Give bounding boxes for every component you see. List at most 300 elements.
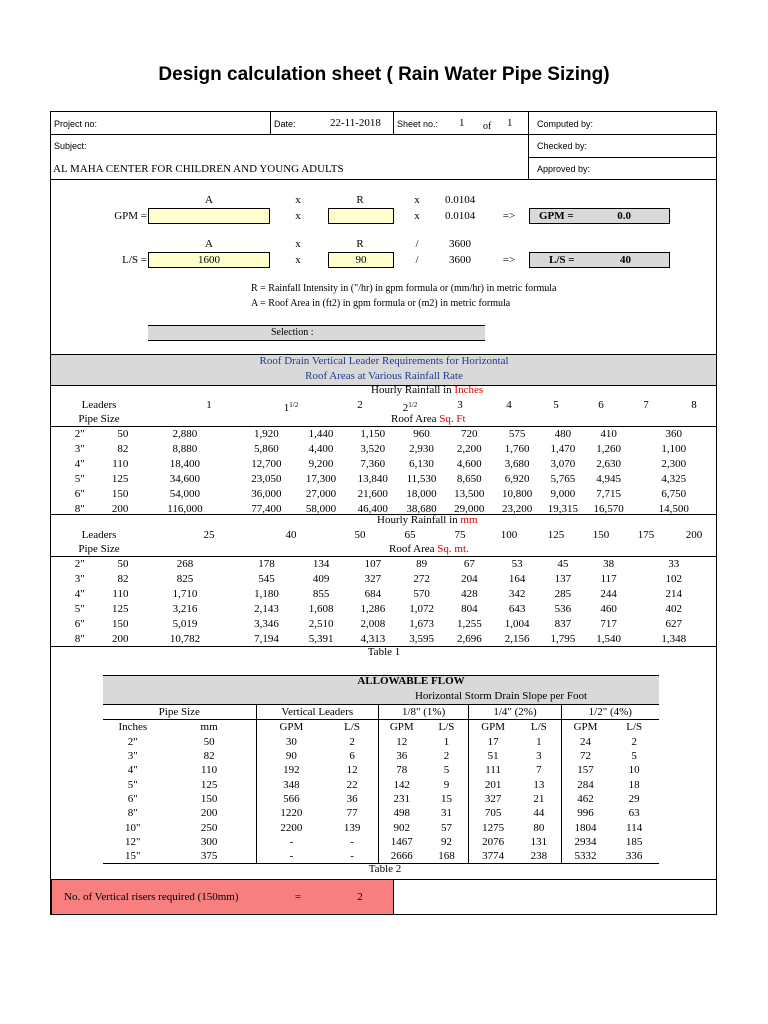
- roof-area-cell: 116,000: [167, 503, 203, 515]
- flow-row: [103, 792, 659, 806]
- roof-area-cell: 2,930: [409, 443, 434, 455]
- roof-area-cell: 2,156: [504, 633, 530, 645]
- roof-area-cell: 77,400: [251, 503, 282, 515]
- flow-cell: 3: [536, 750, 542, 763]
- flow-cell: 5: [443, 764, 450, 777]
- gpm-result-label: GPM =: [539, 210, 574, 222]
- ls-rainfall-input[interactable]: 90: [328, 252, 394, 268]
- roof-area-cell: 1,760: [504, 443, 530, 455]
- roof-area-cell: 4,325: [661, 473, 687, 485]
- gpm-const-2: 0.0104: [445, 210, 476, 222]
- flow-cell: 238: [530, 850, 548, 863]
- pipe-size-inch: 3": [74, 443, 85, 455]
- flow-cell: 13: [533, 778, 545, 791]
- flow-cell: 250: [200, 821, 218, 834]
- roof-area-cell: 214: [665, 588, 682, 600]
- subject-value[interactable]: AL MAHA CENTER FOR CHILDREN AND YOUNG ADULTS: [53, 163, 344, 175]
- roof-area-cell: 717: [600, 618, 617, 630]
- pipe-size-mm: 50: [117, 558, 129, 570]
- flow-cell: 111: [469, 763, 517, 777]
- roof-area-cell: 684: [364, 588, 382, 600]
- flow-cell: 12: [378, 735, 424, 749]
- pipe-size-mm: 150: [111, 488, 129, 500]
- flow-row: [103, 820, 659, 834]
- flow-cell: 5": [127, 778, 138, 791]
- flow-cell: 8": [127, 807, 138, 820]
- gpm-x2-op: x: [414, 210, 420, 222]
- flow-cell: 114: [626, 821, 643, 834]
- roof-area-cell: 134: [312, 558, 330, 570]
- flow-cell: 2934: [561, 835, 609, 849]
- selection-label: Selection :: [271, 327, 314, 338]
- pipe-size-inch: 8": [74, 503, 85, 515]
- roof-area-cell: 117: [600, 573, 617, 585]
- flow-cell: 90: [256, 749, 326, 763]
- roof-area-cell: 1,286: [360, 603, 386, 615]
- metric-rate-5: 75: [454, 529, 466, 541]
- column-header: mm: [200, 721, 218, 734]
- allowable-flow-table: [103, 705, 659, 863]
- roof-area-cell: 38: [603, 558, 615, 570]
- metric-rate-3: 50: [354, 529, 366, 541]
- roof-area-cell: 575: [508, 428, 526, 440]
- flow-cell: 168: [438, 850, 455, 863]
- gpm-area-input[interactable]: [148, 208, 270, 224]
- flow-cell: 3": [127, 750, 138, 763]
- flow-row: [103, 735, 659, 749]
- project-label: Project no:: [54, 119, 98, 129]
- flow-cell: 2: [349, 735, 355, 748]
- column-header: L/S: [626, 721, 643, 734]
- roof-area-cell: 272: [413, 573, 430, 585]
- roof-area-cell: 1,795: [550, 633, 576, 645]
- gpm-arrow: =>: [502, 210, 516, 222]
- roof-area-cell: 5,391: [308, 633, 334, 645]
- roof-area-cell: 1,608: [308, 603, 334, 615]
- flow-cell: 12": [125, 835, 141, 848]
- imperial-rate-4: $2^{1/2}$: [402, 401, 418, 414]
- risers-value: 2: [357, 891, 363, 903]
- roof-area-cell: 12,700: [251, 458, 282, 470]
- roof-area-cell: 1,920: [253, 428, 279, 440]
- flow-cell: 110: [201, 764, 218, 777]
- flow-cell: -: [256, 849, 326, 863]
- imperial-rate-3: 2: [357, 399, 363, 411]
- flow-cell: 200: [200, 807, 218, 820]
- sheet-number[interactable]: 1: [459, 117, 465, 129]
- column-header: L/S: [344, 721, 361, 734]
- column-header: L/S: [438, 721, 455, 734]
- pipe-size-mm: 150: [111, 618, 129, 630]
- imperial-leaders-label: Leaders: [81, 399, 117, 411]
- roof-area-cell: 46,400: [357, 503, 388, 515]
- risers-label: No. of Vertical risers required (150mm): [64, 891, 239, 903]
- roof-area-cell: 23,050: [251, 473, 282, 485]
- subject-label: Subject:: [54, 141, 87, 151]
- roof-area-cell: 4,945: [596, 473, 622, 485]
- flow-cell: 131: [530, 835, 548, 848]
- pipe-size-mm: 200: [111, 633, 129, 645]
- roof-area-cell: 960: [413, 428, 430, 440]
- flow-cell: 185: [625, 835, 643, 848]
- column-header: GPM: [256, 720, 326, 735]
- table2-caption: Table 2: [368, 863, 402, 875]
- flow-cell: 201: [469, 777, 517, 791]
- flow-cell: 192: [256, 763, 326, 777]
- roof-area-cell: 6,130: [409, 458, 434, 470]
- roof-area-cell: 2,630: [596, 458, 622, 470]
- flow-cell: 21: [533, 792, 545, 805]
- flow-cell: 1: [536, 735, 542, 748]
- roof-area-cell: 536: [554, 603, 572, 615]
- flow-cell: 2: [631, 735, 637, 748]
- flow-cell: 462: [561, 792, 609, 806]
- vertical-leaders-header: Vertical Leaders: [256, 705, 378, 720]
- selection-bar[interactable]: [148, 325, 485, 341]
- date-label: Date:: [274, 119, 296, 129]
- column-header: GPM: [561, 720, 609, 735]
- flow-cell: 284: [561, 777, 609, 791]
- flow-cell: 63: [628, 807, 640, 820]
- column-header: GPM: [469, 720, 517, 735]
- flow-cell: 1: [443, 735, 450, 748]
- roof-area-cell: 1,260: [596, 443, 622, 455]
- metric-rate-10: 200: [685, 529, 703, 541]
- ls-a-label: A: [205, 238, 213, 250]
- roof-area-cell: 1,470: [550, 443, 576, 455]
- pipe-size-inch: 5": [74, 473, 85, 485]
- roof-area-cell: 804: [461, 603, 478, 615]
- roof-area-cell: 2,200: [456, 443, 482, 455]
- gpm-a-label: A: [205, 194, 213, 206]
- flow-row: [103, 849, 659, 863]
- roof-area-cell: 1,255: [456, 618, 482, 630]
- flow-cell: 996: [561, 806, 609, 820]
- flow-cell: 300: [200, 835, 218, 848]
- roof-area-cell: 627: [665, 618, 682, 630]
- flow-cell: 82: [203, 750, 215, 763]
- roof-area-cell: 1,348: [661, 633, 687, 645]
- metric-table: [51, 557, 716, 647]
- metric-rate-1: 25: [203, 529, 215, 541]
- flow-cell: 498: [378, 806, 424, 820]
- roof-area-cell: 6,920: [504, 473, 530, 485]
- imperial-area-header: Roof Area Sq. Ft: [391, 413, 466, 425]
- of-label: of: [483, 121, 492, 132]
- flow-row: [103, 806, 659, 820]
- imperial-pipe-size-label: Pipe Size: [78, 413, 120, 425]
- roof-area-cell: 16,570: [593, 503, 624, 515]
- flow-cell: 4": [127, 764, 138, 777]
- roof-area-cell: 4,313: [360, 633, 386, 645]
- flow-cell: 5: [631, 750, 637, 763]
- roof-area-cell: 1,180: [254, 588, 279, 600]
- metric-rain-header: Hourly Rainfall in mm: [377, 514, 478, 526]
- flow-cell: 80: [533, 821, 545, 834]
- roof-area-cell: 5,765: [550, 473, 576, 485]
- roof-area-cell: 53: [511, 558, 523, 570]
- column-header: GPM: [378, 720, 424, 735]
- roof-area-cell: 545: [258, 573, 275, 585]
- flow-cell: 57: [440, 821, 452, 834]
- roof-area-cell: 11,530: [406, 473, 437, 485]
- roof-area-cell: 102: [665, 573, 682, 585]
- roof-area-cell: 460: [600, 603, 617, 615]
- flow-cell: 24: [561, 735, 609, 749]
- roof-area-cell: 4,400: [308, 443, 334, 455]
- roof-area-cell: 27,000: [305, 488, 337, 500]
- roof-area-cell: 10,782: [169, 633, 201, 645]
- metric-rate-6: 100: [500, 529, 518, 541]
- roof-area-cell: 360: [665, 428, 683, 440]
- column-header: Inches: [118, 721, 148, 734]
- roof-area-cell: 428: [461, 588, 478, 600]
- roof-area-cell: 23,200: [501, 503, 533, 515]
- flow-cell: 5332: [561, 849, 609, 863]
- roof-area-cell: 204: [461, 573, 478, 585]
- pipe-size-mm: 125: [111, 473, 129, 485]
- imperial-rate-10: 8: [691, 399, 697, 411]
- gpm-x2-label: x: [414, 194, 420, 206]
- ls-x-op: x: [295, 254, 301, 266]
- ls-r-label: R: [356, 238, 364, 250]
- flow-cell: 375: [200, 850, 218, 863]
- flow-cell: 2200: [256, 820, 326, 834]
- roof-area-cell: 3,595: [409, 633, 434, 645]
- pipe-size-mm: 200: [111, 503, 129, 515]
- gpm-rainfall-input[interactable]: [328, 208, 394, 224]
- flow-cell: -: [350, 850, 354, 863]
- flow-cell: 348: [256, 777, 326, 791]
- metric-row: [51, 572, 716, 587]
- flow-cell: 705: [469, 806, 517, 820]
- roof-area-cell: 1,100: [661, 443, 687, 455]
- roof-area-cell: 409: [312, 573, 330, 585]
- flow-cell: 566: [256, 792, 326, 806]
- approved-by-label: Approved by:: [537, 164, 591, 174]
- metric-pipe-size-label: Pipe Size: [78, 543, 120, 555]
- roof-area-cell: 13,500: [454, 488, 485, 500]
- imperial-rate-2: $1^{1/2}$: [283, 401, 299, 414]
- pipe-size-mm: 110: [112, 588, 129, 600]
- flow-cell: 902: [378, 820, 424, 834]
- flow-cell: 51: [469, 749, 517, 763]
- flow-cell: 18: [628, 778, 640, 791]
- flow-cell: 10: [628, 764, 640, 777]
- metric-rate-8: 150: [592, 529, 610, 541]
- flow-cell: 336: [625, 850, 643, 863]
- roof-area-cell: 89: [416, 558, 428, 570]
- flow-row: [103, 835, 659, 849]
- roof-area-cell: 164: [508, 573, 526, 585]
- flow-cell: 78: [378, 763, 424, 777]
- roof-area-cell: 9,200: [308, 458, 334, 470]
- roof-area-cell: 4,600: [456, 458, 482, 470]
- roof-area-cell: 7,715: [596, 488, 622, 500]
- flow-cell: 10": [125, 821, 141, 834]
- metric-row: [51, 587, 716, 602]
- slope-3-header: 1/2" (4%): [561, 705, 659, 720]
- metric-rate-4: 65: [404, 529, 416, 541]
- roof-area-cell: 13,840: [357, 473, 388, 485]
- flow-cell: 6": [127, 792, 138, 805]
- table1-heading-line1: Roof Drain Vertical Leader Requirements for Horizontal: [259, 355, 509, 367]
- flow-cell: 17: [469, 735, 517, 749]
- roof-area-cell: 54,000: [169, 488, 201, 500]
- table2-title: ALLOWABLE FLOW: [357, 675, 465, 687]
- roof-area-cell: 17,300: [305, 473, 337, 485]
- imperial-rate-7: 5: [553, 399, 559, 411]
- ls-result-label: L/S =: [549, 254, 575, 266]
- flow-cell: -: [350, 835, 354, 848]
- sheet-total[interactable]: 1: [507, 117, 513, 129]
- flow-cell: 2: [443, 750, 450, 763]
- roof-area-cell: 67: [463, 558, 475, 570]
- flow-cell: 15": [125, 850, 141, 863]
- table1-heading-line2: Roof Areas at Various Rainfall Rate: [305, 370, 463, 382]
- flow-cell: 9: [443, 778, 450, 791]
- imperial-table: [51, 427, 716, 517]
- roof-area-cell: 643: [508, 603, 526, 615]
- pipe-size-mm: 82: [117, 573, 129, 585]
- ls-area-input[interactable]: 1600: [148, 252, 270, 268]
- flow-cell: 2": [127, 735, 138, 748]
- roof-area-cell: 3,520: [360, 443, 386, 455]
- pipe-size-mm: 110: [112, 458, 129, 470]
- roof-area-cell: 7,194: [254, 633, 279, 645]
- flow-row: [103, 763, 659, 777]
- flow-cell: 1467: [378, 835, 424, 849]
- roof-area-cell: 268: [176, 558, 194, 570]
- roof-area-cell: 1,150: [360, 428, 386, 440]
- pipe-size-inch: 2": [74, 428, 85, 440]
- flow-cell: 231: [378, 792, 424, 806]
- roof-area-cell: 107: [364, 558, 382, 570]
- roof-area-cell: 285: [554, 588, 572, 600]
- metric-area-header: Roof Area Sq. mt.: [389, 543, 469, 555]
- pipe-size-inch: 5": [74, 603, 85, 615]
- flow-cell: 44: [533, 807, 545, 820]
- column-header: L/S: [530, 721, 547, 734]
- roof-area-cell: 137: [554, 573, 572, 585]
- imperial-rate-6: 4: [506, 399, 512, 411]
- imperial-rate-5: 3: [457, 399, 463, 411]
- flow-cell: 12: [346, 764, 358, 777]
- flow-cell: 72: [561, 749, 609, 763]
- roof-area-cell: 10,800: [501, 488, 533, 500]
- roof-area-cell: 410: [600, 428, 617, 440]
- roof-area-cell: 178: [258, 558, 275, 570]
- slope-1-header: 1/8" (1%): [378, 705, 468, 720]
- flow-cell: 3774: [469, 849, 517, 863]
- flow-cell: 1275: [469, 820, 517, 834]
- flow-cell: 6: [349, 750, 355, 763]
- roof-area-cell: 33: [668, 558, 680, 570]
- flow-cell: 2666: [378, 849, 424, 863]
- table2-subtitle: Horizontal Storm Drain Slope per Foot: [414, 690, 588, 702]
- roof-area-cell: 402: [665, 603, 682, 615]
- roof-area-cell: 7,360: [360, 458, 386, 470]
- imperial-row: [51, 442, 716, 457]
- roof-area-cell: 825: [176, 573, 194, 585]
- roof-area-cell: 5,019: [172, 618, 198, 630]
- gpm-label: GPM =: [114, 210, 147, 222]
- roof-area-cell: 2,510: [308, 618, 334, 630]
- flow-cell: 77: [346, 807, 358, 820]
- roof-area-cell: 3,216: [172, 603, 198, 615]
- ls-div-label: /: [415, 238, 419, 250]
- flow-cell: 2076: [469, 835, 517, 849]
- pipe-size-inch: 6": [74, 488, 85, 500]
- flow-cell: 36: [378, 749, 424, 763]
- roof-area-cell: 3,680: [504, 458, 530, 470]
- roof-area-cell: 2,696: [456, 633, 482, 645]
- roof-area-cell: 6,750: [661, 488, 687, 500]
- roof-area-cell: 18,400: [169, 458, 201, 470]
- ls-label: L/S =: [122, 254, 147, 266]
- slope-2-header: 1/4" (2%): [469, 705, 561, 720]
- metric-rate-2: 40: [285, 529, 297, 541]
- pipe-size-mm: 82: [117, 443, 129, 455]
- flow-cell: 22: [346, 778, 358, 791]
- gpm-x-label: x: [295, 194, 301, 206]
- roof-area-cell: 21,600: [357, 488, 388, 500]
- roof-area-cell: 36,000: [251, 488, 282, 500]
- pipe-size-mm: 50: [117, 428, 129, 440]
- pipe-size-mm: 125: [111, 603, 129, 615]
- pipe-size-header: Pipe Size: [103, 705, 256, 720]
- metric-row: [51, 602, 716, 617]
- ls-divisor-2: 3600: [449, 254, 471, 266]
- metric-row: [51, 632, 716, 647]
- pipe-size-inch: 2": [74, 558, 85, 570]
- roof-area-cell: 3,070: [550, 458, 576, 470]
- roof-area-cell: 38,680: [406, 503, 437, 515]
- roof-area-cell: 8,880: [172, 443, 198, 455]
- table1-caption: Table 1: [367, 646, 401, 658]
- roof-area-cell: 1,004: [504, 618, 530, 630]
- flow-cell: 139: [343, 821, 361, 834]
- roof-area-cell: 480: [554, 428, 572, 440]
- date-value[interactable]: 22-11-2018: [330, 117, 381, 129]
- sheet-label: Sheet no.:: [397, 119, 439, 129]
- gpm-r-label: R: [356, 194, 364, 206]
- flow-cell: 125: [200, 778, 218, 791]
- ls-x-label: x: [295, 238, 301, 250]
- metric-rate-9: 175: [637, 529, 655, 541]
- pipe-size-inch: 3": [74, 573, 85, 585]
- ls-result-value: 40: [620, 254, 631, 266]
- imperial-rate-9: 7: [643, 399, 649, 411]
- roof-area-cell: 1,673: [409, 618, 434, 630]
- roof-area-cell: 19,315: [547, 503, 578, 515]
- imperial-rain-header: Hourly Rainfall in Inches: [371, 384, 484, 396]
- flow-cell: 15: [440, 792, 452, 805]
- roof-area-cell: 58,000: [305, 503, 337, 515]
- roof-area-cell: 9,000: [550, 488, 576, 500]
- roof-area-cell: 18,000: [406, 488, 437, 500]
- roof-area-cell: 29,000: [454, 503, 485, 515]
- gpm-const-1: 0.0104: [445, 194, 476, 206]
- metric-row: [51, 557, 716, 572]
- roof-area-cell: 327: [364, 573, 382, 585]
- flow-row: [103, 777, 659, 791]
- flow-cell: 7: [536, 764, 542, 777]
- imperial-rate-8: 6: [598, 399, 604, 411]
- ls-divisor-1: 3600: [449, 238, 471, 250]
- metric-rate-7: 125: [547, 529, 565, 541]
- metric-row: [51, 617, 716, 632]
